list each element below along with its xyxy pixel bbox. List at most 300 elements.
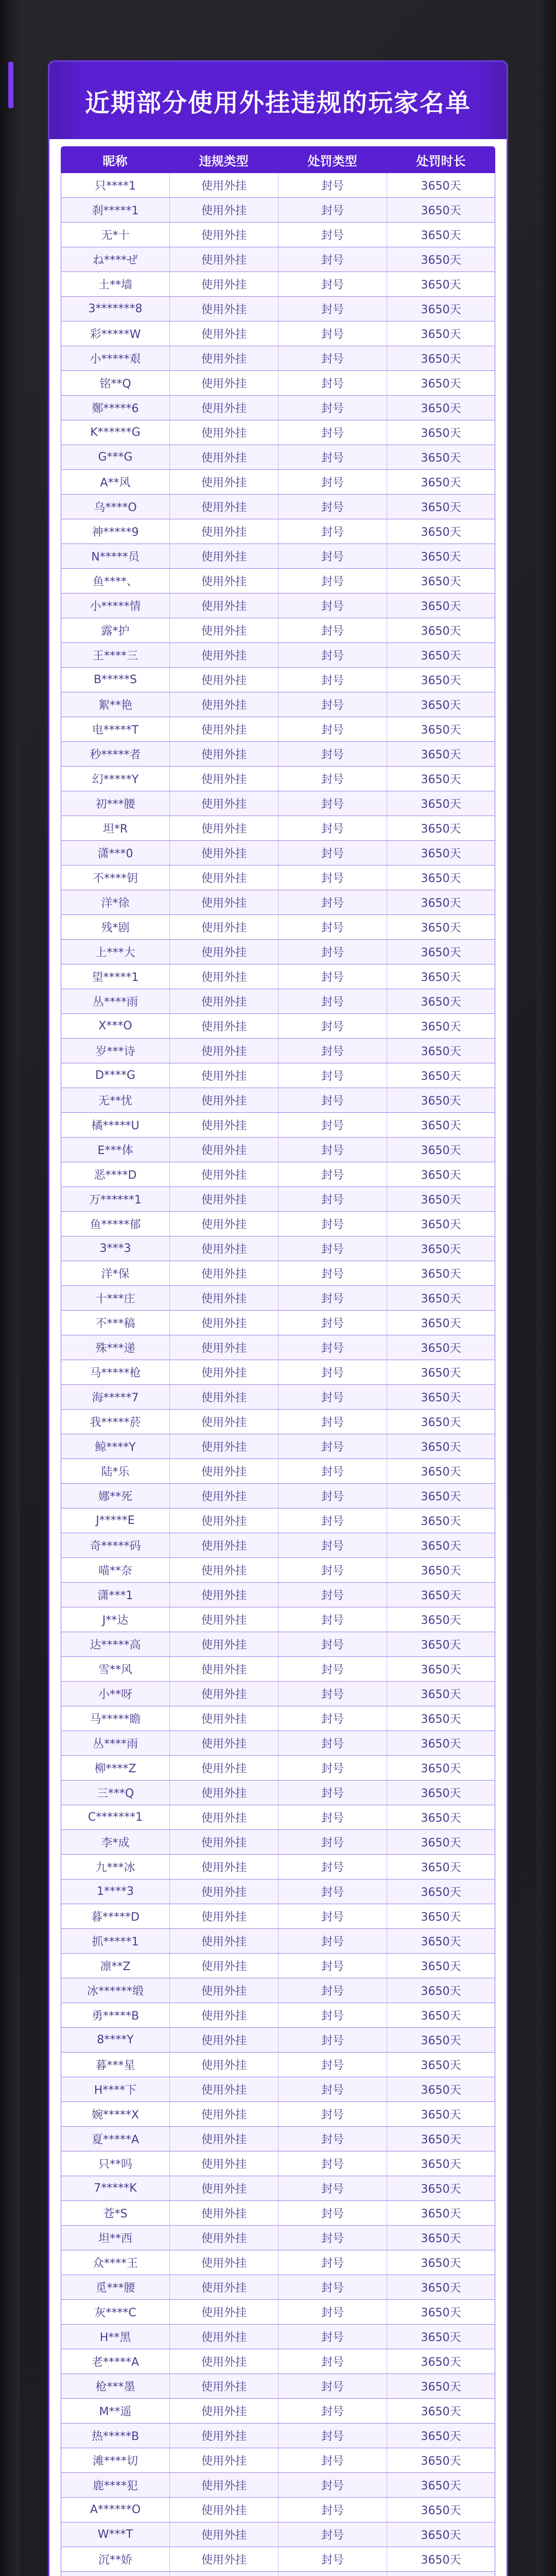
table-row — [61, 816, 495, 841]
punishment-type-cell: 封号 — [278, 1335, 387, 1360]
duration-cell: 3650天 — [387, 816, 495, 840]
duration-cell: 3650天 — [387, 1805, 495, 1829]
table-row — [61, 2473, 495, 2498]
table-row — [61, 1484, 495, 1509]
nickname-cell: 抓*****1 — [61, 1929, 169, 1953]
nickname-cell: 鱼****、 — [61, 569, 169, 593]
nickname-cell: 暮***星 — [61, 2053, 169, 2077]
punishment-type-cell: 封号 — [278, 396, 387, 420]
duration-cell: 3650天 — [387, 742, 495, 766]
punishment-type-cell: 封号 — [278, 1533, 387, 1557]
table-row — [61, 2498, 495, 2522]
nickname-cell: 滩****切 — [61, 2448, 169, 2472]
duration-cell: 3650天 — [387, 668, 495, 692]
punishment-type-cell: 封号 — [278, 2053, 387, 2077]
punishment-type-cell: 封号 — [278, 791, 387, 816]
violation-type-cell: 使用外挂 — [169, 1236, 278, 1261]
table-row — [61, 1311, 495, 1335]
violation-type-cell: 使用外挂 — [169, 2473, 278, 2497]
duration-cell: 3650天 — [387, 643, 495, 667]
punishment-type-cell: 封号 — [278, 1286, 387, 1310]
nickname-cell: 热*****B — [61, 2424, 169, 2448]
nickname-cell: 达*****高 — [61, 1632, 169, 1656]
violation-type-cell: 使用外挂 — [169, 2151, 278, 2176]
left-accent-bar — [8, 62, 13, 108]
nickname-cell: A**风 — [61, 470, 169, 494]
duration-cell: 3650天 — [387, 247, 495, 272]
violation-type-cell: 使用外挂 — [169, 1954, 278, 1978]
nickname-cell: 残*剧 — [61, 915, 169, 939]
punishment-type-cell: 封号 — [278, 668, 387, 692]
violation-type-cell: 使用外挂 — [169, 2201, 278, 2225]
duration-cell: 3650天 — [387, 2250, 495, 2275]
table-row — [61, 1261, 495, 1286]
table-row — [61, 915, 495, 940]
punishment-type-cell: 封号 — [278, 1682, 387, 1706]
nickname-cell: 凛**Z — [61, 1954, 169, 1978]
violation-type-cell: 使用外挂 — [169, 2077, 278, 2102]
punishment-type-cell: 封号 — [278, 1855, 387, 1879]
nickname-cell: J**达 — [61, 1607, 169, 1632]
table-row — [61, 1113, 495, 1138]
violation-type-cell: 使用外挂 — [169, 1830, 278, 1854]
violation-type-cell: 使用外挂 — [169, 1459, 278, 1483]
table-row — [61, 2102, 495, 2127]
table-row — [61, 1509, 495, 1533]
duration-cell: 3650天 — [387, 1360, 495, 1384]
nickname-cell: 殊***递 — [61, 1335, 169, 1360]
nickname-cell: 枪***墨 — [61, 2374, 169, 2398]
table-row — [61, 1805, 495, 1830]
nickname-cell: 铭**Q — [61, 371, 169, 395]
table-row — [61, 1410, 495, 1434]
violation-type-cell: 使用外挂 — [169, 1904, 278, 1928]
nickname-cell: 鹿****犯 — [61, 2473, 169, 2497]
punishment-type-cell: 封号 — [278, 1978, 387, 2003]
violation-type-cell: 使用外挂 — [169, 841, 278, 865]
table-row — [61, 2300, 495, 2325]
table-row — [61, 1360, 495, 1385]
table-row — [61, 717, 495, 742]
duration-cell: 3650天 — [387, 1954, 495, 1978]
punishment-type-cell: 封号 — [278, 2325, 387, 2349]
violation-type-cell: 使用外挂 — [169, 272, 278, 296]
table-row — [61, 519, 495, 544]
duration-cell: 3650天 — [387, 569, 495, 593]
nickname-cell: 鲸****Y — [61, 1434, 169, 1459]
punishment-type-cell: 封号 — [278, 544, 387, 568]
violation-type-cell: 使用外挂 — [169, 2102, 278, 2126]
duration-cell: 3650天 — [387, 2399, 495, 2423]
duration-cell: 3650天 — [387, 717, 495, 741]
punishment-type-cell: 封号 — [278, 1879, 387, 1904]
violation-type-cell: 使用外挂 — [169, 2176, 278, 2200]
table-row — [61, 346, 495, 371]
violation-type-cell: 使用外挂 — [169, 1261, 278, 1285]
violation-type-cell: 使用外挂 — [169, 1756, 278, 1780]
nickname-cell: 丛****雨 — [61, 1731, 169, 1755]
table-row — [61, 2250, 495, 2275]
duration-cell: 3650天 — [387, 1756, 495, 1780]
punishment-type-cell: 封号 — [278, 1484, 387, 1508]
nickname-cell: 潇***1 — [61, 1583, 169, 1607]
violation-type-cell: 使用外挂 — [169, 964, 278, 989]
nickname-cell: 马*****瞻 — [61, 1706, 169, 1731]
table-row — [61, 470, 495, 495]
table-row — [61, 2028, 495, 2053]
nickname-cell: 潇***0 — [61, 841, 169, 865]
table-row — [61, 742, 495, 767]
duration-cell: 3650天 — [387, 1113, 495, 1137]
nickname-cell: 陆*乐 — [61, 1459, 169, 1483]
punishment-type-cell: 封号 — [278, 1706, 387, 1731]
nickname-cell: 无**忧 — [61, 1088, 169, 1112]
duration-cell: 3650天 — [387, 841, 495, 865]
punishment-type-cell: 封号 — [278, 1187, 387, 1211]
punishment-type-cell: 封号 — [278, 1781, 387, 1805]
nickname-cell: 彩*****W — [61, 321, 169, 346]
nickname-cell: H**黑 — [61, 2325, 169, 2349]
duration-cell: 3650天 — [387, 396, 495, 420]
duration-cell: 3650天 — [387, 1632, 495, 1656]
nickname-cell: 鱼*****郁 — [61, 1212, 169, 1236]
punishment-type-cell: 封号 — [278, 989, 387, 1013]
nickname-cell: ね****ぜ — [61, 247, 169, 272]
table-row — [61, 989, 495, 1014]
table-row — [61, 2522, 495, 2547]
violation-type-cell: 使用外挂 — [169, 1014, 278, 1038]
table-row — [61, 173, 495, 198]
punishment-type-cell: 封号 — [278, 1063, 387, 1088]
punishment-type-cell: 封号 — [278, 1434, 387, 1459]
nickname-cell: 小*****情 — [61, 594, 169, 618]
duration-cell: 3650天 — [387, 1162, 495, 1187]
nickname-cell: 柳****Z — [61, 1756, 169, 1780]
duration-cell: 3650天 — [387, 1558, 495, 1582]
punishment-type-cell: 封号 — [278, 1088, 387, 1112]
duration-cell: 3650天 — [387, 445, 495, 469]
violation-type-cell: 使用外挂 — [169, 346, 278, 370]
duration-cell: 3650天 — [387, 594, 495, 618]
duration-cell: 3650天 — [387, 1830, 495, 1854]
nickname-cell: G***G — [61, 445, 169, 469]
punishment-type-cell: 封号 — [278, 371, 387, 395]
nickname-cell: 恶****D — [61, 1162, 169, 1187]
nickname-cell: 3*******8 — [61, 297, 169, 321]
punishment-type-cell: 封号 — [278, 940, 387, 964]
nickname-cell: K******G — [61, 420, 169, 445]
table-row — [61, 297, 495, 321]
nickname-cell: C*******1 — [61, 1805, 169, 1829]
violation-type-cell: 使用外挂 — [169, 1607, 278, 1632]
punishment-type-cell: 封号 — [278, 321, 387, 346]
punishment-type-cell: 封号 — [278, 1509, 387, 1533]
nickname-cell: 十***庄 — [61, 1286, 169, 1310]
nickname-cell: E***体 — [61, 1138, 169, 1162]
nickname-cell: 老*****A — [61, 2349, 169, 2374]
table-row — [61, 223, 495, 247]
nickname-cell: 九***冰 — [61, 1855, 169, 1879]
punishment-type-cell: 封号 — [278, 297, 387, 321]
nickname-cell: W***T — [61, 2522, 169, 2547]
right-frame-edge — [536, 0, 556, 2576]
table-row — [61, 2448, 495, 2473]
table-row — [61, 396, 495, 420]
punishment-type-cell: 封号 — [278, 1607, 387, 1632]
nickname-cell: 无*十 — [61, 223, 169, 247]
duration-cell: 3650天 — [387, 321, 495, 346]
violation-type-cell: 使用外挂 — [169, 717, 278, 741]
punishment-type-cell: 封号 — [278, 2151, 387, 2176]
duration-cell: 3650天 — [387, 1929, 495, 1953]
punishment-type-cell: 封号 — [278, 964, 387, 989]
nickname-cell: N*****员 — [61, 544, 169, 568]
duration-cell: 3650天 — [387, 544, 495, 568]
violation-type-cell: 使用外挂 — [169, 1088, 278, 1112]
nickname-cell: 幻*****Y — [61, 767, 169, 791]
duration-cell: 3650天 — [387, 2325, 495, 2349]
punishment-type-cell: 封号 — [278, 594, 387, 618]
punishment-type-cell: 封号 — [278, 1360, 387, 1384]
nickname-cell: 1****3 — [61, 1879, 169, 1904]
table-row — [61, 1855, 495, 1879]
violation-type-cell: 使用外挂 — [169, 2349, 278, 2374]
violation-type-cell — [169, 2572, 278, 2576]
violation-type-cell: 使用外挂 — [169, 2448, 278, 2472]
punishment-type-cell: 封号 — [278, 915, 387, 939]
violation-type-cell: 使用外挂 — [169, 371, 278, 395]
column-header-violation-type: 违规类型 — [199, 154, 249, 168]
nickname-cell: 喵**奈 — [61, 1558, 169, 1582]
table-row — [61, 569, 495, 594]
nickname-cell: 不****钥 — [61, 866, 169, 890]
punishment-type-cell: 封号 — [278, 2077, 387, 2102]
nickname-cell: 秒*****者 — [61, 742, 169, 766]
duration-cell: 3650天 — [387, 272, 495, 296]
punishment-type-cell: 封号 — [278, 420, 387, 445]
table-row — [61, 2325, 495, 2349]
nickname-cell: 洋*保 — [61, 1261, 169, 1285]
punishment-type-cell: 封号 — [278, 1830, 387, 1854]
nickname-cell: 我*****菸 — [61, 1410, 169, 1434]
duration-cell: 3650天 — [387, 964, 495, 989]
nickname-cell: 灰****C — [61, 2300, 169, 2324]
punishment-type-cell: 封号 — [278, 1014, 387, 1038]
violation-type-cell: 使用外挂 — [169, 420, 278, 445]
punishment-type-cell: 封号 — [278, 495, 387, 519]
nickname-cell: 8****Y — [61, 2028, 169, 2052]
violation-type-cell: 使用外挂 — [169, 544, 278, 568]
nickname-cell: 7*****K — [61, 2176, 169, 2200]
table-row — [61, 618, 495, 643]
violation-type-cell: 使用外挂 — [169, 1335, 278, 1360]
table-row — [61, 2424, 495, 2448]
duration-cell: 3650天 — [387, 1657, 495, 1681]
duration-cell: 3650天 — [387, 346, 495, 370]
punishment-type-cell: 封号 — [278, 519, 387, 544]
violation-type-cell: 使用外挂 — [169, 2522, 278, 2547]
violation-type-cell: 使用外挂 — [169, 618, 278, 642]
violation-type-cell: 使用外挂 — [169, 2325, 278, 2349]
violation-type-cell: 使用外挂 — [169, 247, 278, 272]
punishment-type-cell: 封号 — [278, 1632, 387, 1656]
table-row — [61, 1014, 495, 1039]
table-row — [61, 1706, 495, 1731]
duration-cell: 3650天 — [387, 618, 495, 642]
punishment-type-cell: 封号 — [278, 717, 387, 741]
duration-cell: 3650天 — [387, 2473, 495, 2497]
violation-type-cell: 使用外挂 — [169, 668, 278, 692]
table-row — [61, 1929, 495, 1954]
punishment-type-cell: 封号 — [278, 816, 387, 840]
duration-cell — [387, 2572, 495, 2576]
punishment-type-cell — [278, 2572, 387, 2576]
duration-cell: 3650天 — [387, 1459, 495, 1483]
violation-type-cell: 使用外挂 — [169, 1360, 278, 1384]
table-row — [61, 940, 495, 964]
violation-type-cell: 使用外挂 — [169, 445, 278, 469]
table-row — [61, 1781, 495, 1805]
duration-cell: 3650天 — [387, 1509, 495, 1533]
column-header-punishment-type: 处罚类型 — [307, 154, 357, 168]
violation-type-cell: 使用外挂 — [169, 495, 278, 519]
table-row — [61, 1756, 495, 1781]
duration-cell: 3650天 — [387, 223, 495, 247]
nickname-cell: 三***Q — [61, 1781, 169, 1805]
duration-cell: 3650天 — [387, 2424, 495, 2448]
violation-type-cell: 使用外挂 — [169, 816, 278, 840]
violation-type-cell: 使用外挂 — [169, 223, 278, 247]
column-header-duration: 处罚时长 — [416, 154, 466, 168]
nickname-cell: 刹*****1 — [61, 198, 169, 222]
duration-cell: 3650天 — [387, 1236, 495, 1261]
punishment-type-cell: 封号 — [278, 470, 387, 494]
violation-type-cell: 使用外挂 — [169, 1434, 278, 1459]
table-row — [61, 198, 495, 223]
punishment-type-cell: 封号 — [278, 2349, 387, 2374]
table-row — [61, 1286, 495, 1311]
table-row — [61, 1236, 495, 1261]
punishment-type-cell: 封号 — [278, 1657, 387, 1681]
table-row — [61, 1335, 495, 1360]
violation-type-cell: 使用外挂 — [169, 2028, 278, 2052]
violation-type-cell: 使用外挂 — [169, 1706, 278, 1731]
duration-cell: 3650天 — [387, 470, 495, 494]
table-row — [61, 2572, 495, 2576]
column-header-nickname: 昵称 — [102, 154, 128, 168]
table-row — [61, 1632, 495, 1657]
duration-cell: 3650天 — [387, 2077, 495, 2102]
duration-cell: 3650天 — [387, 1212, 495, 1236]
violation-type-cell: 使用外挂 — [169, 1657, 278, 1681]
duration-cell: 3650天 — [387, 519, 495, 544]
table-row — [61, 321, 495, 346]
duration-cell: 3650天 — [387, 2374, 495, 2398]
violation-type-cell: 使用外挂 — [169, 767, 278, 791]
nickname-cell: B*****S — [61, 668, 169, 692]
punishment-type-cell: 封号 — [278, 2003, 387, 2027]
duration-cell: 3650天 — [387, 1978, 495, 2003]
violation-type-cell: 使用外挂 — [169, 1682, 278, 1706]
duration-cell: 3650天 — [387, 1385, 495, 1409]
table-row — [61, 1830, 495, 1855]
punishment-type-cell: 封号 — [278, 2374, 387, 2398]
duration-cell: 3650天 — [387, 989, 495, 1013]
duration-cell: 3650天 — [387, 2127, 495, 2151]
nickname-cell: 3***3 — [61, 1236, 169, 1261]
violation-type-cell: 使用外挂 — [169, 2547, 278, 2571]
nickname-cell: 望*****1 — [61, 964, 169, 989]
nickname-cell: 小*****艰 — [61, 346, 169, 370]
violation-type-cell: 使用外挂 — [169, 742, 278, 766]
duration-cell: 3650天 — [387, 1063, 495, 1088]
table-row — [61, 866, 495, 890]
duration-cell: 3650天 — [387, 2498, 495, 2522]
punishment-type-cell: 封号 — [278, 2448, 387, 2472]
punishment-type-cell: 封号 — [278, 1138, 387, 1162]
table-row — [61, 791, 495, 816]
violation-type-cell: 使用外挂 — [169, 1212, 278, 1236]
punishment-type-cell: 封号 — [278, 1558, 387, 1582]
punishment-type-cell: 封号 — [278, 2547, 387, 2571]
nickname-cell: 电*****T — [61, 717, 169, 741]
punishment-type-cell: 封号 — [278, 618, 387, 642]
nickname-cell: J*****E — [61, 1509, 169, 1533]
violation-type-cell: 使用外挂 — [169, 2374, 278, 2398]
violation-type-cell: 使用外挂 — [169, 1879, 278, 1904]
punishment-type-cell: 封号 — [278, 2028, 387, 2052]
punishment-type-cell: 封号 — [278, 2226, 387, 2250]
nickname-cell: 奇*****码 — [61, 1533, 169, 1557]
punishment-type-cell: 封号 — [278, 1954, 387, 1978]
duration-cell: 3650天 — [387, 1088, 495, 1112]
nickname-cell: 鄭*****6 — [61, 396, 169, 420]
duration-cell: 3650天 — [387, 1682, 495, 1706]
table-row — [61, 1657, 495, 1682]
table-row — [61, 668, 495, 692]
duration-cell: 3650天 — [387, 297, 495, 321]
duration-cell: 3650天 — [387, 2300, 495, 2324]
violation-type-cell: 使用外挂 — [169, 2424, 278, 2448]
punishment-type-cell: 封号 — [278, 742, 387, 766]
violation-type-cell: 使用外挂 — [169, 866, 278, 890]
duration-cell: 3650天 — [387, 2349, 495, 2374]
punishment-type-cell: 封号 — [278, 1311, 387, 1335]
violation-type-cell: 使用外挂 — [169, 1781, 278, 1805]
duration-cell: 3650天 — [387, 1039, 495, 1063]
punishment-type-cell: 封号 — [278, 1113, 387, 1137]
duration-cell: 3650天 — [387, 890, 495, 914]
punishment-type-cell: 封号 — [278, 2498, 387, 2522]
table-row — [61, 2003, 495, 2028]
duration-cell: 3650天 — [387, 1879, 495, 1904]
violation-type-cell: 使用外挂 — [169, 1138, 278, 1162]
table-row — [61, 2201, 495, 2226]
violation-type-cell: 使用外挂 — [169, 1286, 278, 1310]
nickname-cell: 马*****枪 — [61, 1360, 169, 1384]
nickname-cell: 王****三 — [61, 643, 169, 667]
violation-type-cell: 使用外挂 — [169, 1805, 278, 1829]
punishment-type-cell: 封号 — [278, 247, 387, 272]
punishment-type-cell: 封号 — [278, 1583, 387, 1607]
table-row — [61, 495, 495, 519]
duration-cell: 3650天 — [387, 1855, 495, 1879]
nickname-cell: 露*护 — [61, 618, 169, 642]
duration-cell: 3650天 — [387, 1261, 495, 1285]
punishment-type-cell: 封号 — [278, 1805, 387, 1829]
table-row — [61, 2399, 495, 2424]
punishment-type-cell: 封号 — [278, 1261, 387, 1285]
